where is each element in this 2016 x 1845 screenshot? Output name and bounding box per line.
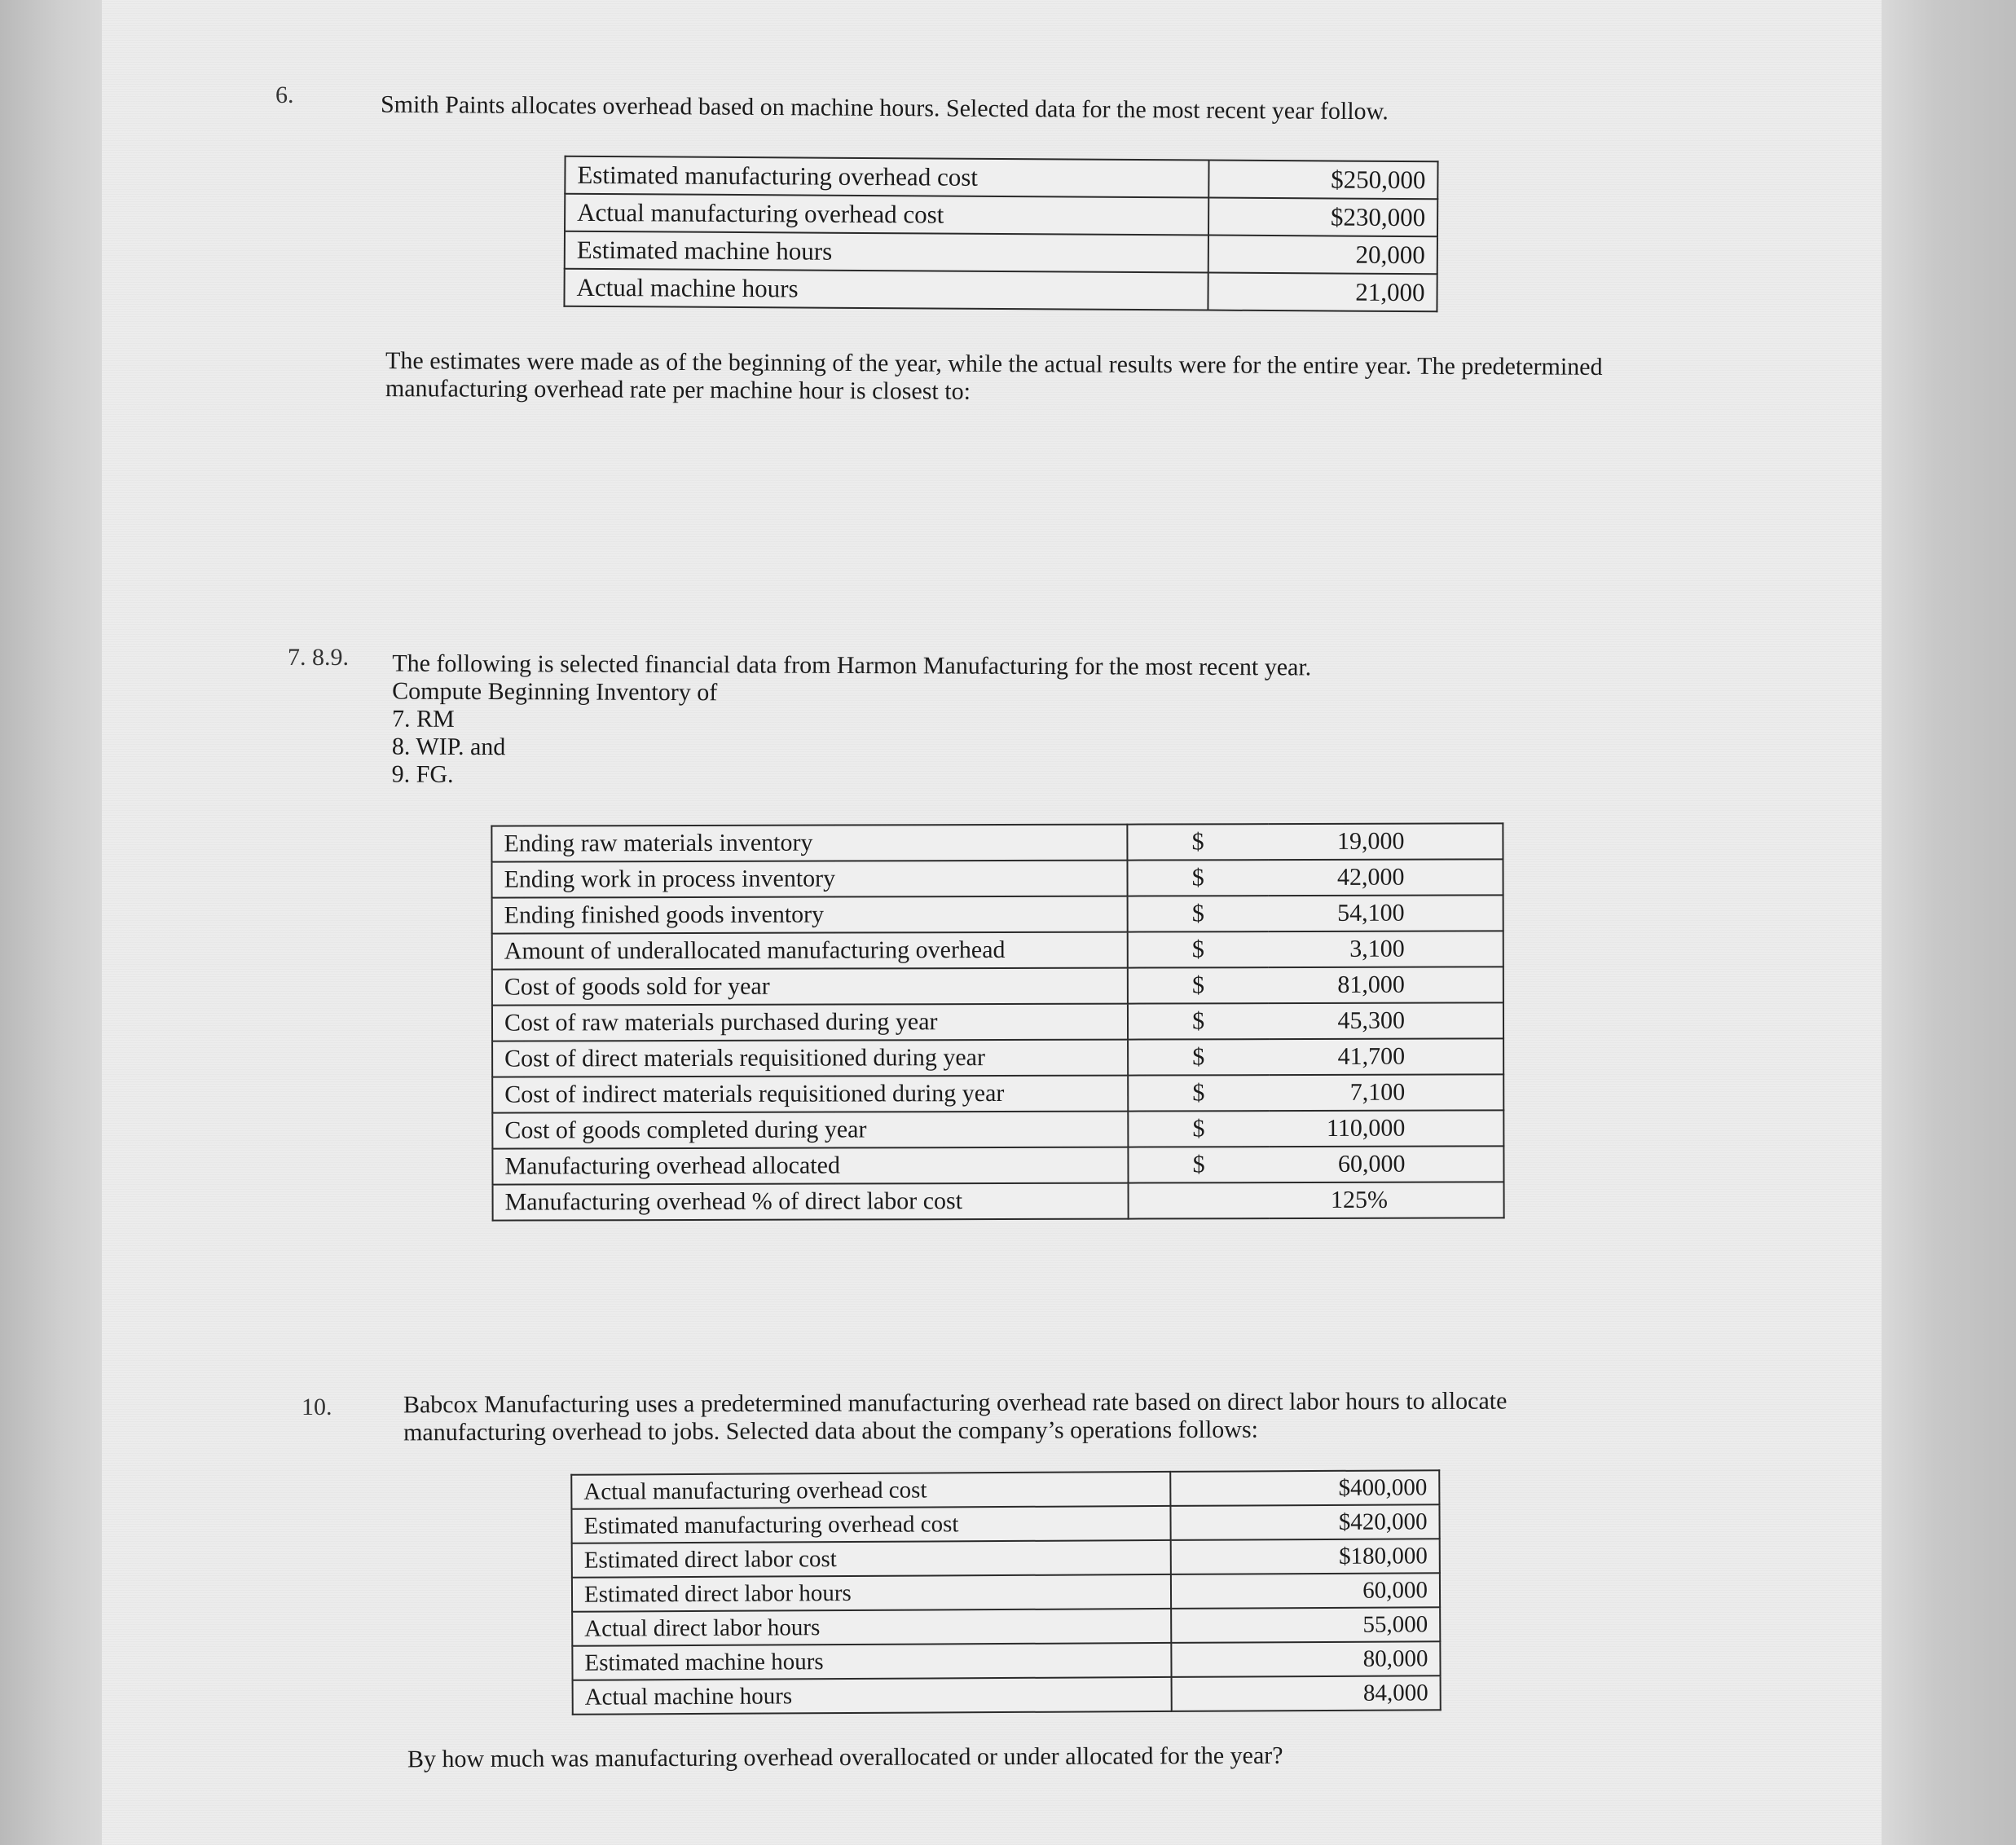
table-row bbox=[492, 1146, 1503, 1184]
q789-stem-line: 8. WIP. and bbox=[391, 733, 506, 761]
q789-row-dollar: $ bbox=[1127, 824, 1268, 860]
q789-row-label: Ending raw materials inventory bbox=[491, 825, 1127, 862]
q10-stem bbox=[403, 1388, 1508, 1447]
q789-row-dollar: $ bbox=[1127, 860, 1268, 896]
q789-row-value: 3,100 bbox=[1268, 931, 1503, 967]
table-row bbox=[565, 231, 1437, 275]
q789-row-dollar: $ bbox=[1128, 1075, 1269, 1111]
q6-question-line: manufacturing overhead rate per machine hour is closest to: bbox=[385, 375, 971, 405]
q789-stem-line: 7. RM bbox=[391, 705, 455, 733]
table-row bbox=[571, 1504, 1439, 1543]
q6-row-value: 20,000 bbox=[1208, 236, 1437, 275]
table-row bbox=[493, 1182, 1504, 1220]
q789-row-value: 125% bbox=[1128, 1182, 1503, 1218]
q789-row-dollar: $ bbox=[1128, 1039, 1269, 1075]
q789-data-table bbox=[491, 822, 1504, 1221]
q789-stem-line: The following is selected financial data from Harmon Manufacturing for the most recent year. bbox=[392, 649, 1312, 681]
table-row bbox=[572, 1539, 1440, 1578]
q6-row-label: Actual machine hours bbox=[564, 269, 1208, 310]
q6-stem: Smith Paints allocates overhead based on machine hours. Selected data for the most recent year follow. bbox=[380, 90, 1389, 125]
q6-row-label: Estimated manufacturing overhead cost bbox=[565, 156, 1208, 198]
q10-row-label: Estimated manufacturing overhead cost bbox=[571, 1506, 1170, 1543]
q6-row-value: 21,000 bbox=[1208, 273, 1437, 312]
q789-row-dollar: $ bbox=[1127, 931, 1268, 967]
q789-row-value: 54,100 bbox=[1268, 895, 1503, 931]
q10-stem-line: manufacturing overhead to jobs. Selected data about the company’s operations follows: bbox=[403, 1416, 1258, 1446]
q789-row-label: Cost of raw materials purchased during year bbox=[492, 1004, 1128, 1041]
q789-number: 7. 8.9. bbox=[288, 644, 349, 671]
q10-data-table bbox=[570, 1469, 1442, 1715]
q10-row-label: Estimated direct labor cost bbox=[572, 1540, 1171, 1578]
q10-row-value: 60,000 bbox=[1171, 1573, 1440, 1609]
table-row bbox=[573, 1675, 1441, 1715]
q789-stem-line: 9. FG. bbox=[391, 760, 454, 788]
table-row bbox=[491, 859, 1503, 897]
q10-row-value: 84,000 bbox=[1172, 1675, 1441, 1711]
q789-row-label: Ending finished goods inventory bbox=[492, 896, 1128, 934]
q789-row-value: 7,100 bbox=[1269, 1074, 1504, 1111]
q6-row-label: Estimated machine hours bbox=[565, 231, 1208, 273]
q789-row-dollar: $ bbox=[1128, 1003, 1269, 1039]
table-row bbox=[565, 156, 1437, 200]
q789-row-dollar: $ bbox=[1128, 967, 1269, 1003]
table-row bbox=[492, 1074, 1503, 1112]
table-row bbox=[492, 1110, 1503, 1148]
q6-row-value: $250,000 bbox=[1208, 161, 1437, 200]
q789-row-value: 41,700 bbox=[1269, 1038, 1504, 1075]
q10-question: By how much was manufacturing overhead overallocated or under allocated for the year? bbox=[407, 1742, 1283, 1773]
q10-row-value: $400,000 bbox=[1170, 1470, 1439, 1506]
table-row bbox=[572, 1641, 1440, 1680]
table-row bbox=[572, 1573, 1440, 1612]
table-row bbox=[492, 1002, 1503, 1041]
table-row bbox=[492, 931, 1503, 969]
q6-number: 6. bbox=[275, 81, 294, 108]
q10-row-label: Estimated machine hours bbox=[572, 1643, 1171, 1680]
q10-row-value: $180,000 bbox=[1171, 1539, 1440, 1574]
q789-row-label: Cost of indirect materials requisitioned during year bbox=[492, 1076, 1128, 1113]
q789-row-label: Ending work in process inventory bbox=[491, 861, 1127, 898]
q789-stem bbox=[392, 650, 1312, 793]
q789-row-value: 45,300 bbox=[1269, 1002, 1504, 1039]
q789-row-dollar: $ bbox=[1128, 1111, 1269, 1147]
q789-stem-line: Compute Beginning Inventory of bbox=[392, 677, 718, 707]
q789-row-label: Manufacturing overhead allocated bbox=[492, 1147, 1128, 1185]
q10-row-value: 55,000 bbox=[1171, 1607, 1440, 1643]
q10-number: 10. bbox=[302, 1394, 332, 1420]
monitor-bezel-left bbox=[0, 0, 102, 1845]
monitor-bezel-right bbox=[1882, 0, 2016, 1845]
q10-row-value: 80,000 bbox=[1171, 1641, 1440, 1677]
q789-row-value: 81,000 bbox=[1268, 967, 1503, 1003]
q10-stem-line: Babcox Manufacturing uses a predetermined manufacturing overhead rate based on direct labor hours to allocate bbox=[403, 1387, 1508, 1419]
q789-row-value: 19,000 bbox=[1268, 823, 1503, 860]
q6-row-value: $230,000 bbox=[1208, 198, 1437, 237]
q6-question bbox=[385, 347, 1603, 409]
q789-row-label: Cost of direct materials requisitioned during year bbox=[492, 1040, 1128, 1077]
table-row bbox=[492, 967, 1503, 1005]
table-row bbox=[492, 1038, 1503, 1077]
document-page bbox=[102, 0, 1882, 1845]
q789-row-dollar: $ bbox=[1128, 1147, 1269, 1182]
q10-row-label: Estimated direct labor hours bbox=[572, 1574, 1171, 1612]
q10-row-value: $420,000 bbox=[1170, 1504, 1439, 1540]
q789-row-label: Cost of goods completed during year bbox=[492, 1112, 1128, 1149]
table-row bbox=[492, 895, 1503, 933]
table-row bbox=[491, 823, 1503, 861]
q789-row-value: 110,000 bbox=[1269, 1110, 1504, 1147]
table-row bbox=[564, 269, 1437, 312]
q6-question-line: The estimates were made as of the beginning of the year, while the actual results were for the entire year. The predetermined bbox=[385, 347, 1603, 381]
table-row bbox=[565, 194, 1437, 237]
q789-row-label: Manufacturing overhead % of direct labor cost bbox=[493, 1183, 1129, 1221]
q10-row-label: Actual manufacturing overhead cost bbox=[571, 1472, 1170, 1509]
q789-row-dollar: $ bbox=[1127, 896, 1268, 931]
q6-data-table bbox=[563, 156, 1438, 313]
q789-row-label: Amount of underallocated manufacturing overhead bbox=[492, 932, 1128, 970]
table-row bbox=[571, 1470, 1439, 1509]
q789-row-value: 60,000 bbox=[1269, 1146, 1504, 1182]
q6-row-label: Actual manufacturing overhead cost bbox=[565, 194, 1208, 236]
q789-row-label: Cost of goods sold for year bbox=[492, 968, 1128, 1006]
q10-row-label: Actual direct labor hours bbox=[572, 1609, 1171, 1646]
table-row bbox=[572, 1607, 1440, 1646]
q10-row-label: Actual machine hours bbox=[573, 1677, 1172, 1715]
q789-row-value: 42,000 bbox=[1268, 859, 1503, 896]
